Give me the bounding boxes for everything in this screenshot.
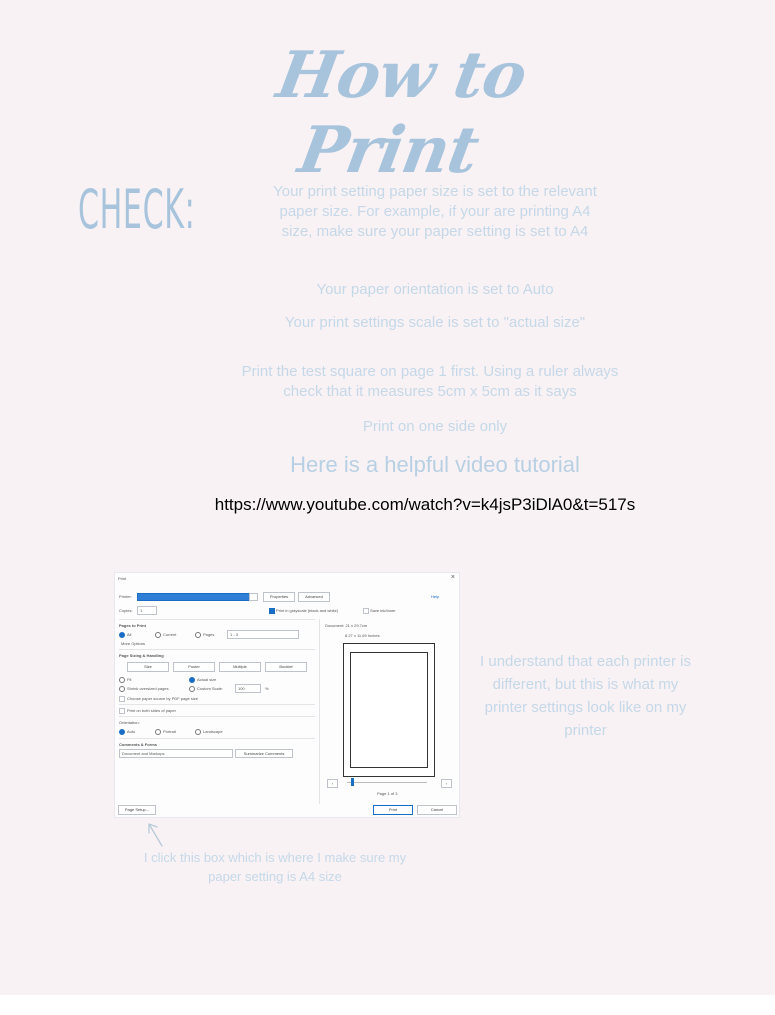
copies-value: 1 bbox=[140, 608, 143, 613]
video-link[interactable]: https://www.youtube.com/watch?v=k4jsP3iDlA0&t=517s bbox=[214, 495, 636, 514]
point-paper-size: Your print setting paper size is set to the relevant paper size. For example, if your are printing A4 size, make sure your paper setting is set to A4 bbox=[273, 183, 597, 240]
actual-size-label: Actual size bbox=[197, 677, 217, 682]
video-label: Here is a helpful video tutorial bbox=[290, 452, 580, 477]
shrink-radio[interactable] bbox=[119, 686, 125, 692]
current-label: Current bbox=[163, 632, 177, 637]
all-radio[interactable] bbox=[119, 632, 125, 638]
advanced-button[interactable]: Advanced bbox=[298, 592, 330, 602]
orientation-label: Orientation: bbox=[119, 720, 140, 725]
point-one-side: Print on one side only bbox=[362, 418, 508, 435]
both-sides-label: Print on both sides of paper bbox=[127, 708, 176, 713]
dialog-title: Print bbox=[118, 576, 127, 581]
printer-select[interactable] bbox=[137, 593, 251, 601]
landscape-label: Landscape bbox=[203, 729, 223, 734]
landscape-radio[interactable] bbox=[195, 729, 201, 735]
page-counter: Page 1 of 3 bbox=[377, 791, 398, 796]
scale-input[interactable] bbox=[235, 684, 261, 693]
close-icon[interactable]: × bbox=[450, 574, 455, 581]
page-slider[interactable] bbox=[347, 782, 427, 783]
all-label: All bbox=[127, 632, 132, 637]
chevron-down-icon[interactable] bbox=[249, 593, 258, 601]
point-orientation: Your paper orientation is set to Auto bbox=[316, 281, 554, 298]
comments-value: Document and Markups bbox=[122, 751, 165, 756]
auto-radio[interactable] bbox=[119, 729, 125, 735]
test-square-outline bbox=[350, 652, 428, 768]
pages-input[interactable] bbox=[227, 630, 299, 639]
pages-radio[interactable] bbox=[195, 632, 201, 638]
pages-value: 1 - 3 bbox=[230, 632, 239, 637]
pages-label: Pages bbox=[203, 632, 215, 637]
custom-scale-label: Custom Scale: bbox=[197, 686, 224, 691]
sizing-heading: Page Sizing & Handling bbox=[119, 653, 164, 658]
scale-unit: % bbox=[265, 686, 269, 691]
side-note: I understand that each printer is different, but this is what my printer settings look like on my printer bbox=[480, 653, 691, 739]
comments-heading: Comments & Forms bbox=[119, 742, 158, 747]
save-ink-label: Save ink/toner bbox=[370, 608, 396, 613]
scale-value: 100 bbox=[238, 686, 245, 691]
actual-size-radio[interactable] bbox=[189, 677, 195, 683]
arrow-up-icon bbox=[146, 820, 166, 848]
portrait-label: Portrait bbox=[163, 729, 176, 734]
help-link[interactable]: Help bbox=[431, 594, 440, 599]
comments-select[interactable] bbox=[119, 749, 233, 758]
point-test-square: Print the test square on page 1 first. Using a ruler always check that it measures 5cm x 5cm as it says bbox=[241, 363, 619, 400]
page-preview bbox=[343, 643, 435, 777]
custom-scale-radio[interactable] bbox=[189, 686, 195, 692]
summarize-button[interactable]: Summarize Comments bbox=[235, 749, 293, 758]
more-options-toggle[interactable]: More Options bbox=[121, 641, 146, 646]
page-setup-button[interactable]: Page Setup... bbox=[118, 805, 156, 815]
portrait-radio[interactable] bbox=[155, 729, 161, 735]
arrow-note: I click this box which is where I make sure my paper setting is A4 size bbox=[143, 850, 407, 884]
grayscale-label: Print in grayscale (black and white) bbox=[276, 608, 339, 613]
print-button[interactable]: Print bbox=[373, 805, 413, 815]
current-radio[interactable] bbox=[155, 632, 161, 638]
multiple-button[interactable]: Multiple bbox=[219, 662, 261, 672]
point-scale: Your print settings scale is set to "actual size" bbox=[284, 314, 586, 331]
shrink-label: Shrink oversized pages bbox=[127, 686, 169, 691]
properties-button[interactable]: Properties bbox=[263, 592, 295, 602]
doc-size: Document: 21 x 29.7cm bbox=[325, 623, 368, 628]
copies-label: Copies: bbox=[119, 608, 133, 613]
size-button[interactable]: Size bbox=[127, 662, 169, 672]
pages-to-print-heading: Pages to Print bbox=[119, 623, 146, 628]
printer-label: Printer: bbox=[119, 594, 132, 599]
prev-page-button[interactable]: ‹ bbox=[327, 779, 338, 788]
booklet-button[interactable]: Booklet bbox=[265, 662, 307, 672]
cancel-button[interactable]: Cancel bbox=[417, 805, 457, 815]
poster-button[interactable]: Poster bbox=[173, 662, 215, 672]
page-slider-handle[interactable] bbox=[351, 778, 354, 786]
page-title: How to Print bbox=[271, 38, 532, 188]
check-heading: CHECK: bbox=[78, 178, 196, 241]
fit-label: Fit bbox=[127, 677, 132, 682]
fit-radio[interactable] bbox=[119, 677, 125, 683]
save-ink-checkbox[interactable] bbox=[363, 608, 369, 614]
both-sides-checkbox[interactable] bbox=[119, 708, 125, 714]
grayscale-checkbox[interactable] bbox=[269, 608, 275, 614]
choose-source-label: Choose paper source by PDF page size bbox=[127, 696, 198, 701]
next-page-button[interactable]: › bbox=[441, 779, 452, 788]
auto-label: Auto bbox=[127, 729, 136, 734]
print-dialog bbox=[114, 572, 460, 818]
copies-input[interactable] bbox=[137, 606, 157, 615]
preview-size: 8.27 x 11.69 Inches bbox=[345, 633, 380, 638]
choose-source-checkbox[interactable] bbox=[119, 696, 125, 702]
